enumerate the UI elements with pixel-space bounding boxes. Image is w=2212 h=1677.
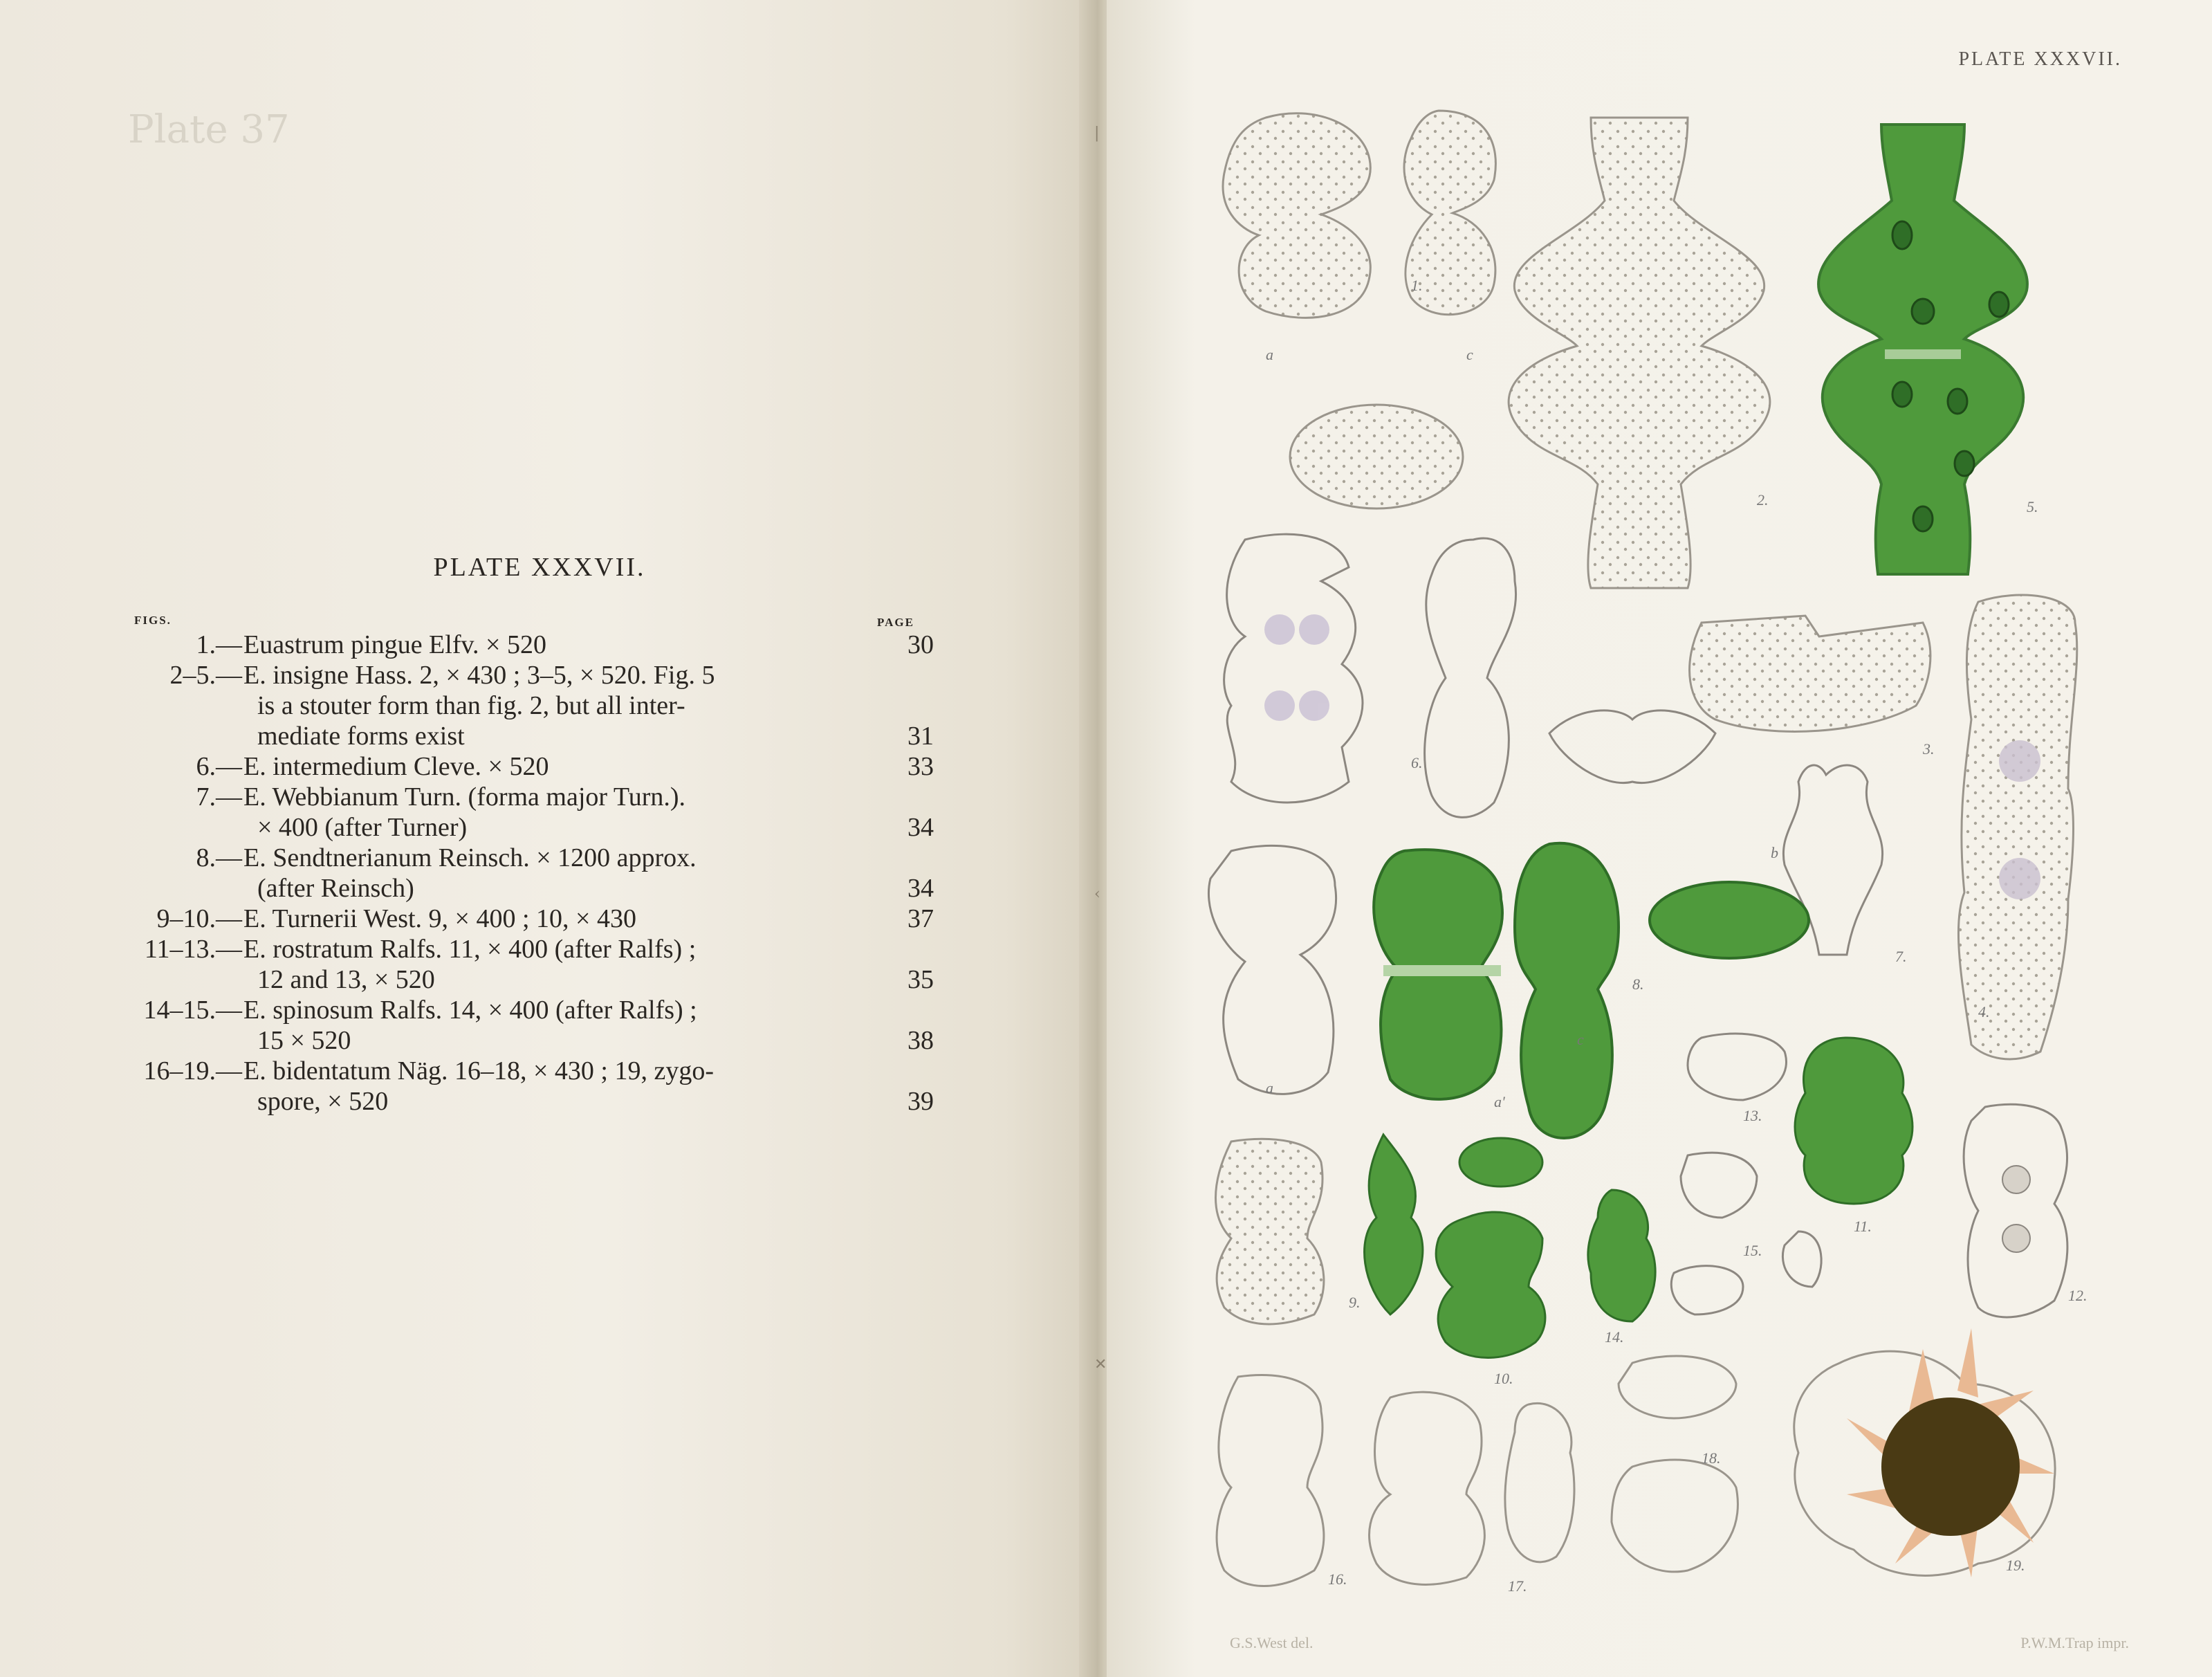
legend-text: (after Reinsch)	[257, 874, 414, 903]
sub-label: c	[1466, 346, 1473, 363]
page-number: 30	[907, 630, 934, 659]
fig-1a-cell	[1223, 113, 1370, 318]
fig-14-green-cell	[1588, 1190, 1655, 1321]
binding-stitch: ‹	[1094, 886, 1100, 903]
legend-line	[104, 812, 934, 843]
sub-label: c	[1577, 1031, 1584, 1048]
fig-17-cell	[1370, 1392, 1485, 1584]
fig-12-pyrenoid	[2002, 1166, 2030, 1193]
fig-number: 7.—	[196, 782, 242, 812]
fig-6-chloroplast-ring	[1264, 614, 1295, 645]
legend-line	[104, 873, 934, 904]
page-number: 39	[907, 1087, 934, 1116]
fig-8a-cell	[1208, 845, 1336, 1094]
fig-8-isthmus-band	[1383, 965, 1501, 976]
legend-text: Euastrum pingue Elfv. × 520	[243, 630, 546, 659]
page-number: 33	[907, 752, 934, 781]
fig-5-pyrenoid	[1912, 299, 1934, 324]
fig-label: 12.	[2068, 1287, 2087, 1304]
page-number: 38	[907, 1026, 934, 1055]
fig-5-pyrenoid	[1948, 389, 1967, 414]
fig-13a-cell	[1681, 1153, 1757, 1218]
legend-line	[104, 934, 934, 964]
fig-10-green-cell	[1436, 1212, 1545, 1358]
fig-number: 9–10.—	[156, 904, 242, 933]
fig-label: 9.	[1349, 1294, 1361, 1311]
printer-credit: P.W.M.Trap impr.	[2020, 1634, 2129, 1651]
fig-label: 2.	[1757, 491, 1769, 508]
fig-number: 14–15.—	[143, 996, 242, 1025]
legend-text: 15 × 520	[257, 1026, 351, 1055]
fig-4-chloroplast-ring	[1999, 858, 2040, 899]
binding-stitch: |	[1094, 125, 1100, 142]
fig-5-pyrenoid	[1892, 382, 1912, 407]
fig-6-chloroplast-ring	[1299, 690, 1329, 721]
fig-label: 17.	[1508, 1577, 1527, 1595]
fig-number: 8.—	[196, 843, 242, 872]
legend-text: mediate forms exist	[257, 722, 465, 751]
fig-6-chloroplast-ring	[1299, 614, 1329, 645]
figs-column-heading: FIGS.	[134, 614, 172, 627]
legend-line	[104, 782, 934, 812]
legend-line	[104, 630, 934, 660]
fig-number: 6.—	[196, 752, 242, 781]
legend-text: E. intermedium Cleve. × 520	[243, 752, 549, 781]
fig-number: 2–5.—	[169, 661, 242, 690]
sub-label: a'	[1494, 1093, 1505, 1110]
sub-label: a	[1266, 1079, 1273, 1097]
legend-line	[104, 660, 934, 690]
fig-4-chloroplast-ring	[1999, 740, 2040, 782]
fig-label: 13.	[1743, 1107, 1762, 1124]
fig-18b-cell	[1619, 1356, 1736, 1418]
fig-6c-cell	[1425, 538, 1516, 817]
fig-12-cell	[1964, 1104, 2067, 1317]
fig-label: 8.	[1632, 975, 1644, 993]
fig-5-pyrenoid	[1892, 221, 1912, 249]
fig-label: 19.	[2006, 1557, 2025, 1574]
fig-9c-green-cell	[1365, 1135, 1423, 1314]
fig-5-pyrenoid	[1989, 292, 2009, 317]
legend-line	[104, 904, 934, 934]
fig-3-cell	[1690, 616, 1930, 731]
fig-6a-cell	[1224, 534, 1363, 803]
fig-label: 1.	[1411, 277, 1423, 294]
page-number: 31	[907, 722, 934, 751]
fig-19-spine	[1957, 1328, 1978, 1398]
fig-number: 16–19.—	[143, 1056, 242, 1085]
legend-text: is a stouter form than fig. 2, but all inter-	[257, 691, 685, 720]
page-column-heading: PAGE	[877, 616, 914, 629]
page-number: 34	[907, 874, 934, 903]
fig-label: 7.	[1895, 948, 1907, 965]
legend-text: E. Webbianum Turn. (forma major Turn.).	[243, 782, 686, 812]
legend-line	[104, 751, 934, 782]
legend-text: E. insigne Hass. 2, × 430 ; 3–5, × 520. Fig. 5	[243, 661, 715, 690]
legend-line	[104, 1086, 934, 1117]
fig-label: 10.	[1494, 1370, 1513, 1387]
fig-2-cell	[1509, 118, 1770, 588]
fig-11-green-cell	[1795, 1038, 1913, 1204]
fig-9a-cell	[1216, 1139, 1324, 1324]
fig-4-cell	[1958, 595, 2076, 1059]
fig-6b-cell	[1549, 711, 1715, 783]
fig-19-spore-body	[1881, 1398, 2020, 1536]
legend-line	[104, 721, 934, 751]
fig-18a-cell	[1612, 1460, 1738, 1572]
fig-label: 15.	[1743, 1242, 1762, 1259]
legend-line	[104, 843, 934, 873]
fig-label: 4.	[1978, 1003, 1990, 1020]
legend-line	[104, 995, 934, 1025]
fig-17c-cell	[1505, 1403, 1574, 1561]
sub-label: b	[1771, 844, 1778, 861]
legend-text: spore, × 520	[257, 1087, 389, 1116]
legend-text: E. Turnerii West. 9, × 400 ; 10, × 430	[243, 904, 636, 933]
fig-label: 16.	[1328, 1570, 1347, 1588]
legend-line	[104, 964, 934, 995]
fig-5-pyrenoid	[1913, 506, 1933, 531]
legend-text: 12 and 13, × 520	[257, 965, 435, 994]
fig-5-isthmus-band	[1885, 349, 1961, 359]
fig-16-cell	[1217, 1375, 1324, 1586]
fig-label: 14.	[1605, 1328, 1624, 1346]
fig-15-cell	[1671, 1266, 1743, 1314]
desmid-plate-illustration	[1204, 97, 2103, 1612]
fig-15c-cell	[1782, 1231, 1821, 1287]
fig-label: 18.	[1702, 1449, 1721, 1467]
legend-line	[104, 1025, 934, 1056]
legend-text: E. rostratum Ralfs. 11, × 400 (after Ralfs) ;	[243, 935, 697, 964]
fig-number: 11–13.—	[144, 935, 242, 964]
fig-8c-green-cell	[1515, 843, 1619, 1138]
page-number: 35	[907, 965, 934, 994]
fig-12-pyrenoid	[2002, 1225, 2030, 1252]
fig-number: 1.—	[196, 630, 242, 659]
plate-label: PLATE XXXVII.	[1958, 48, 2122, 70]
legend-text: E. bidentatum Näg. 16–18, × 430 ; 19, zygo-	[243, 1056, 714, 1085]
fig-6-chloroplast-ring	[1264, 690, 1295, 721]
fig-5-pyrenoid	[1955, 451, 1974, 476]
legend-text: E. spinosum Ralfs. 14, × 400 (after Ralfs) ;	[243, 996, 697, 1025]
artist-credit: G.S.West del.	[1230, 1634, 1314, 1651]
fig-label: 11.	[1854, 1218, 1872, 1235]
page-number: 37	[907, 904, 934, 933]
legend-line	[104, 1056, 934, 1086]
fig-label: 5.	[2027, 498, 2038, 515]
bleed-through-text: Plate 37	[128, 107, 290, 152]
fig-8b-green-cell	[1650, 882, 1809, 958]
page-title: PLATE XXXVII.	[433, 553, 646, 582]
left-page	[0, 0, 1093, 1677]
binding-stitch: ✕	[1094, 1356, 1107, 1373]
fig-9b-green-cell	[1459, 1138, 1542, 1186]
fig-13-cell	[1688, 1034, 1787, 1100]
legend-text: E. Sendtnerianum Reinsch. × 1200 approx.	[243, 843, 697, 872]
legend-line	[104, 690, 934, 721]
legend-text: × 400 (after Turner)	[257, 813, 468, 842]
fig-label: 3.	[1923, 740, 1935, 758]
sub-label: a	[1266, 346, 1273, 363]
fig-1b-cell	[1290, 405, 1463, 508]
fig-19-zygospore	[1794, 1328, 2055, 1577]
page-number: 34	[907, 813, 934, 842]
fig-label: 6.	[1411, 754, 1423, 771]
